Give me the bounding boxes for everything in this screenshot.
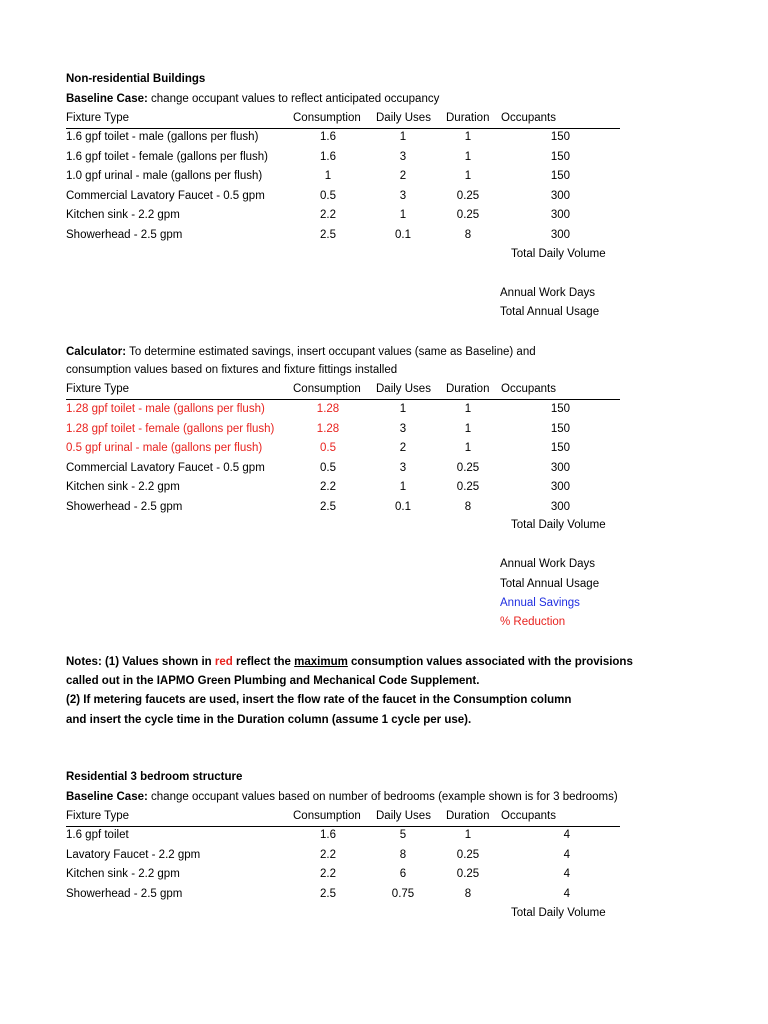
baseline-label: Baseline Case:	[66, 791, 148, 803]
fixture-type: Showerhead - 2.5 gpm	[66, 228, 183, 241]
section1-baseline	[66, 92, 439, 106]
occupants-value: 4	[563, 829, 570, 841]
table3-header	[66, 809, 620, 827]
occupants-value: 300	[550, 228, 570, 241]
header-occupants: Occupants	[501, 383, 556, 395]
header-consumption: Consumption	[293, 810, 361, 822]
fixture-type: Kitchen sink - 2.2 gpm	[66, 868, 180, 880]
header-duration: Duration	[446, 383, 490, 395]
notes-line2: called out in the IAPMO Green Plumbing and Mechanical Code Supplement.	[66, 675, 480, 687]
table-row: Commercial Lavatory Faucet - 0.5 gpm 0.5 3 0.25 300	[66, 461, 570, 474]
fixture-type: Commercial Lavatory Faucet - 0.5 gpm	[66, 189, 265, 202]
header-duration: Duration	[446, 810, 490, 822]
table-row: 1.28 gpf toilet - female (gallons per flush) 1.28 3 1 150	[66, 422, 570, 435]
s2-annual-days: Annual Work Days	[500, 558, 596, 570]
fixture-type: Showerhead - 2.5 gpm	[66, 500, 183, 513]
table-row: Kitchen sink - 2.2 gpm 2.2 1 0.25 300	[66, 481, 570, 493]
header-consumption: Consumption	[293, 383, 361, 395]
table-row: Lavatory Faucet - 2.2 gpm 2.2 8 0.25 4	[66, 848, 570, 861]
calc-text-1: To determine estimated savings, insert occupant values (same as Baseline) and	[126, 346, 536, 358]
header-occupants: Occupants	[501, 112, 556, 124]
fixture-type: 1.6 gpf toilet	[66, 829, 129, 841]
calc-line1	[66, 345, 536, 359]
notes-line1	[66, 655, 633, 669]
section3-baseline	[66, 790, 618, 804]
occupants-value: 300	[550, 209, 570, 221]
table2-header	[66, 382, 620, 400]
notes-red-word: red	[214, 656, 233, 668]
s3-total-daily: Total Daily Volume	[511, 907, 606, 919]
occupants-value: 300	[550, 481, 570, 493]
occupants-value: 150	[550, 170, 570, 182]
fixture-type: Showerhead - 2.5 gpm	[66, 887, 183, 900]
occupants-value: 4	[563, 848, 570, 861]
fixture-type: 1.28 gpf toilet - female (gallons per flush)	[66, 422, 275, 435]
header-fixture: Fixture Type	[66, 112, 130, 124]
occupants-value: 150	[550, 442, 570, 454]
table-row: Showerhead - 2.5 gpm 2.5 0.1 8 300	[66, 500, 570, 513]
header-fixture: Fixture Type	[66, 810, 130, 822]
fixture-type: Kitchen sink - 2.2 gpm	[66, 481, 180, 493]
fixture-type: Kitchen sink - 2.2 gpm	[66, 209, 180, 221]
fixture-type: 0.5 gpf urinal - male (gallons per flush)	[66, 442, 263, 454]
fixture-type: 1.6 gpf toilet - male (gallons per flush)	[66, 131, 259, 143]
table-row: 1.6 gpf toilet - female (gallons per flush) 1.6 3 1 150	[66, 150, 570, 163]
baseline-label: Baseline Case:	[66, 93, 148, 105]
s2-total-annual: Total Annual Usage	[500, 578, 600, 590]
header-duration: Duration	[446, 112, 490, 124]
header-daily-uses: Daily Uses	[376, 383, 431, 395]
table-row: Kitchen sink - 2.2 gpm 2.2 1 0.25 300	[66, 209, 570, 221]
header-fixture: Fixture Type	[66, 383, 130, 395]
table-row: 1.6 gpf toilet - male (gallons per flush) 1.6 1 1 150	[66, 131, 570, 143]
s2-total-daily: Total Daily Volume	[511, 519, 606, 531]
calc-label: Calculator:	[66, 346, 127, 358]
table-row: Showerhead - 2.5 gpm 2.5 0.75 8 4	[66, 887, 570, 900]
fixture-type: 1.0 gpf urinal - male (gallons per flush)	[66, 170, 263, 182]
fixture-type: Commercial Lavatory Faucet - 0.5 gpm	[66, 461, 265, 474]
baseline-text: change occupant values based on number of bedrooms (example shown is for 3 bedrooms)	[147, 791, 618, 803]
header-occupants: Occupants	[501, 810, 556, 822]
s1-total-annual: Total Annual Usage	[500, 306, 600, 318]
occupants-value: 150	[550, 422, 570, 435]
occupants-value: 150	[550, 131, 570, 143]
table-row: 1.0 gpf urinal - male (gallons per flush) 1 2 1 150	[66, 170, 570, 182]
occupants-value: 300	[550, 189, 570, 202]
occupants-value: 4	[563, 868, 570, 880]
notes-text: consumption values associated with the provisions	[347, 656, 633, 668]
occupants-value: 300	[550, 461, 570, 474]
fixture-type: 1.6 gpf toilet - female (gallons per flush)	[66, 150, 268, 163]
table-row: 1.28 gpf toilet - male (gallons per flush) 1.28 1 1 150	[66, 403, 570, 415]
fixture-type: 1.28 gpf toilet - male (gallons per flush)	[66, 403, 265, 415]
table1-header	[66, 111, 620, 129]
header-consumption: Consumption	[293, 112, 361, 124]
baseline-text: change occupant values to reflect anticipated occupancy	[147, 93, 440, 105]
table-row: Showerhead - 2.5 gpm 2.5 0.1 8 300	[66, 228, 570, 241]
occupants-value: 300	[550, 500, 570, 513]
notes-maximum: maximum	[294, 656, 348, 668]
notes-text: Notes: (1) Values shown in	[66, 656, 215, 668]
occupants-value: 4	[563, 887, 570, 900]
notes-line3: (2) If metering faucets are used, insert the flow rate of the faucet in the Consumption column	[66, 694, 572, 706]
occupants-value: 150	[550, 403, 570, 415]
s2-reduction: % Reduction	[500, 616, 566, 628]
table-row: 0.5 gpf urinal - male (gallons per flush) 0.5 2 1 150	[66, 442, 570, 454]
header-daily-uses: Daily Uses	[376, 112, 431, 124]
occupants-value: 150	[550, 150, 570, 163]
calc-line2: consumption values based on fixtures and fixture fittings installed	[66, 364, 398, 376]
s1-total-daily: Total Daily Volume	[511, 248, 606, 260]
notes-line4: and insert the cycle time in the Duration column (assume 1 cycle per use).	[66, 714, 472, 726]
notes-text: reflect the	[232, 656, 295, 668]
header-daily-uses: Daily Uses	[376, 810, 431, 822]
section1-title: Non-residential Buildings	[66, 73, 206, 85]
s2-annual-savings: Annual Savings	[500, 597, 580, 609]
section3-title: Residential 3 bedroom structure	[66, 771, 243, 783]
fixture-type: Lavatory Faucet - 2.2 gpm	[66, 848, 201, 861]
table-row: 1.6 gpf toilet 1.6 5 1 4	[66, 829, 570, 841]
table-row: Kitchen sink - 2.2 gpm 2.2 6 0.25 4	[66, 868, 570, 880]
table-row: Commercial Lavatory Faucet - 0.5 gpm 0.5 3 0.25 300	[66, 189, 570, 202]
s1-annual-days: Annual Work Days	[500, 287, 596, 299]
